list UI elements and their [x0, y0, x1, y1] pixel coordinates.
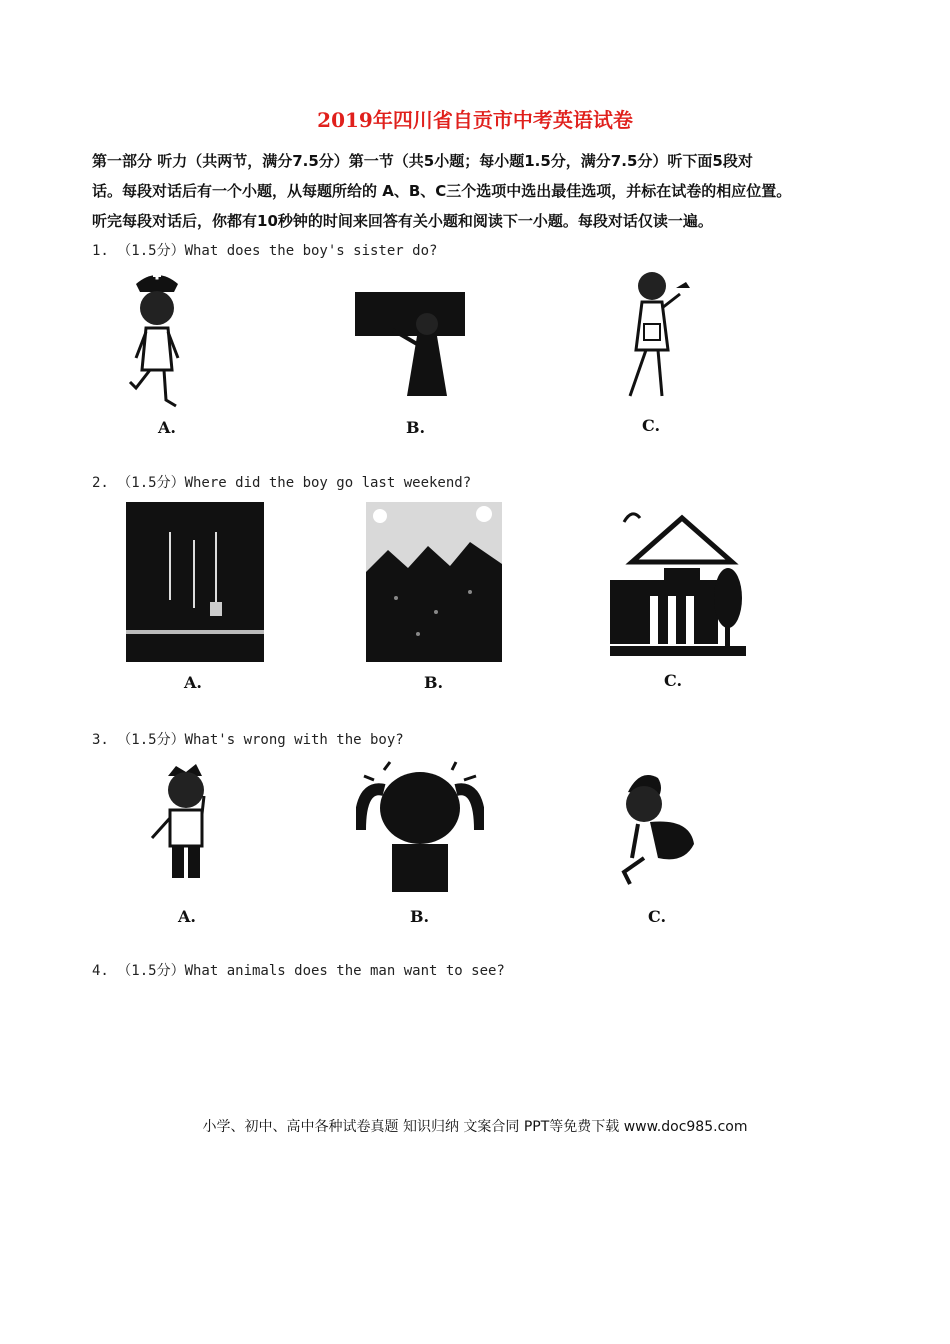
page-footer: 小学、初中、高中各种试卷真题 知识归纳 文案合同 PPT等免费下载 www.doc985.com: [202, 1119, 748, 1135]
coughing-boy-icon: [146, 758, 226, 888]
waitress-figure-icon: [622, 268, 694, 404]
question-2-option-b-label: B.: [424, 673, 444, 692]
instruction-line: 第一部分 听力（共两节，满分7.5分）第一节（共5小题；每小题1.5分，满分7.5分）听下面5段对: [92, 152, 753, 170]
question-3-option-b-label: B.: [410, 907, 430, 926]
night-stage-icon: [126, 502, 264, 662]
nurse-figure-icon: [122, 270, 192, 416]
exam-title: 2019年四川省自贡市中考英语试卷: [317, 108, 633, 132]
instruction-line: 话。每段对话后有一个小题，从每题所给的 A、B、C三个选项中选出最佳选项，并标在试卷的相应位置。: [92, 182, 792, 200]
mountains-icon: [366, 502, 502, 662]
question-1-option-c-label: C.: [642, 416, 661, 435]
question-2-option-c-label: C.: [664, 671, 683, 690]
section-instructions: [92, 146, 872, 236]
question-3-option-a-label: A.: [178, 907, 196, 926]
question-2-option-c-image[interactable]: [610, 498, 746, 660]
question-3-option-b-image[interactable]: [356, 760, 484, 894]
question-3-option-c-label: C.: [648, 907, 667, 926]
instruction-line: 听完每段对话后，你都有10秒钟的时间来回答有关小题和阅读下一小题。每段对话仅读一遍。: [92, 212, 713, 230]
question-3-option-a-image[interactable]: [146, 758, 226, 888]
question-2-option-a-label: A.: [184, 673, 202, 692]
museum-building-icon: [610, 498, 746, 660]
question-3-text: 3. （1.5分）What's wrong with the boy?: [92, 732, 404, 748]
question-1-option-b-image[interactable]: [355, 292, 465, 400]
question-4-text: 4. （1.5分）What animals does the man want to see?: [92, 963, 505, 979]
question-2-option-b-image[interactable]: [366, 502, 502, 662]
question-1-option-a-image[interactable]: [122, 270, 192, 416]
question-2-option-a-image[interactable]: [126, 502, 264, 662]
question-3-option-c-image[interactable]: [614, 768, 698, 892]
question-1-text: 1. （1.5分）What does the boy's sister do?: [92, 243, 438, 259]
headache-boy-icon: [356, 760, 484, 894]
question-1-option-a-label: A.: [158, 418, 176, 437]
stomachache-boy-icon: [614, 768, 698, 892]
question-1-option-c-image[interactable]: [622, 268, 694, 404]
question-2-text: 2. （1.5分）Where did the boy go last weekend?: [92, 475, 472, 491]
teacher-at-blackboard-icon: [355, 292, 465, 400]
question-1-option-b-label: B.: [406, 418, 426, 437]
